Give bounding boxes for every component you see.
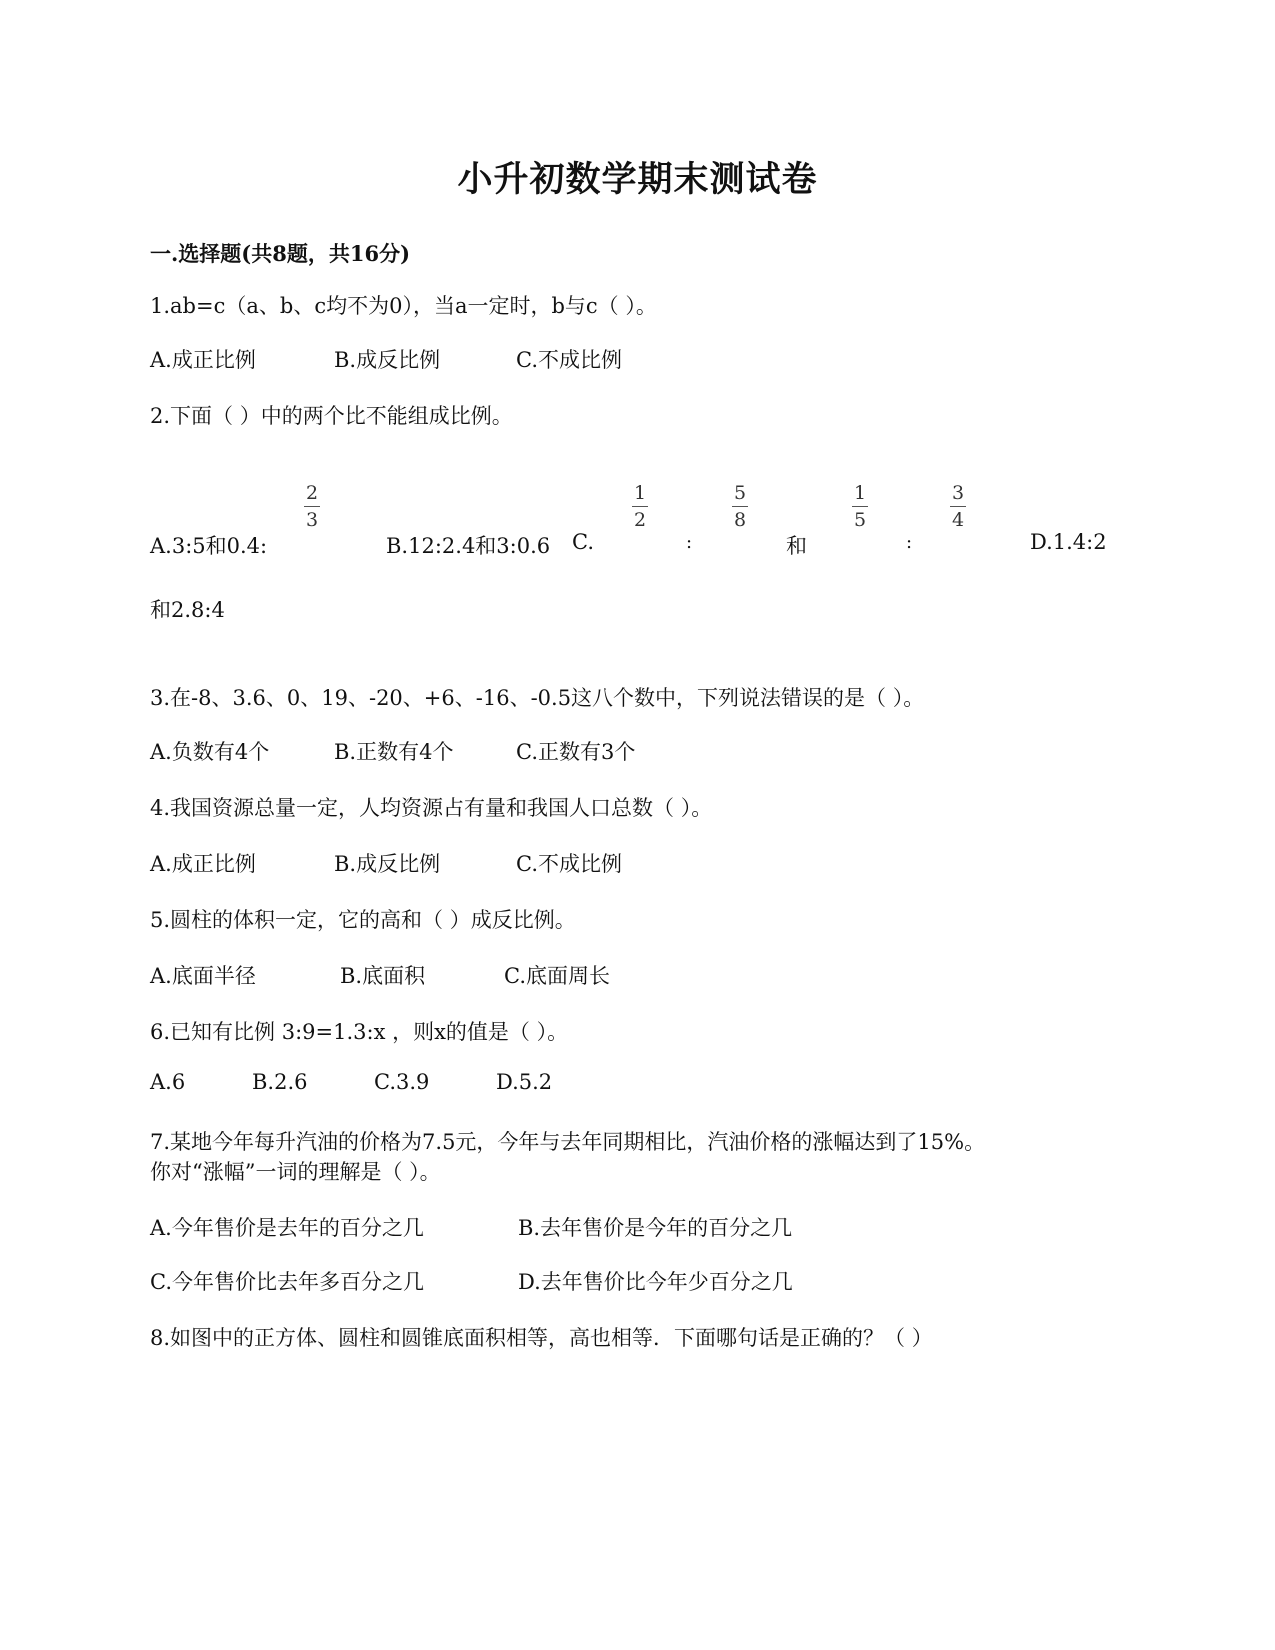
q6-option-b: B.2.6: [252, 1070, 308, 1094]
q4-option-b: B.成反比例: [334, 852, 441, 876]
fraction-numerator: 1: [633, 482, 647, 504]
fraction-bar: [732, 506, 748, 507]
question-4: 4.我国资源总量一定，人均资源占有量和我国人口总数（ ）。: [150, 796, 713, 820]
q7-option-b: B.去年售价是今年的百分之几: [518, 1216, 793, 1240]
q1-option-b: B.成反比例: [334, 348, 441, 372]
q2-option-c: C.: [572, 530, 594, 554]
fraction-denominator: 4: [951, 509, 965, 531]
q1-option-a: A.成正比例: [150, 348, 256, 372]
question-6: 6.已知有比例 3:9=1.3:x ，则x的值是（ ）。: [150, 1020, 569, 1044]
question-8: 8.如图中的正方体、圆柱和圆锥底面积相等，高也相等．下面哪句话是正确的？（ ）: [150, 1326, 933, 1350]
q3-option-a: A.负数有4个: [150, 740, 270, 764]
fraction-numerator: 3: [951, 482, 965, 504]
ratio-colon: :: [686, 532, 693, 553]
q2-and: 和: [786, 534, 807, 558]
page-title: 小升初数学期末测试卷: [457, 159, 818, 200]
q4-option-c: C.不成比例: [516, 852, 622, 876]
section-heading: 一.选择题(共8题，共16分): [150, 241, 411, 266]
q2-fraction-c1: [632, 482, 648, 531]
q3-option-c: C.正数有3个: [516, 740, 636, 764]
question-7-continued: 你对“涨幅”一词的理解是（ ）。: [150, 1160, 441, 1184]
q2-option-d-continued: 和2.8:4: [150, 598, 225, 622]
fraction-bar: [632, 506, 648, 507]
q2-fraction-a: [304, 482, 320, 531]
fraction-bar: [852, 506, 868, 507]
q5-option-a: A.底面半径: [150, 964, 256, 988]
fraction-bar: [304, 506, 320, 507]
q2-fraction-c4: [950, 482, 966, 531]
question-3: 3.在-8、3.6、0、19、-20、+6、-16、-0.5这八个数中，下列说法错误的是（ ）。: [150, 686, 925, 710]
fraction-denominator: 2: [633, 509, 647, 531]
q2-option-b: B.12:2.4和3:0.6: [386, 534, 551, 558]
q5-option-b: B.底面积: [340, 964, 426, 988]
q6-option-a: A.6: [150, 1070, 186, 1094]
question-2: 2.下面（ ）中的两个比不能组成比例。: [150, 404, 513, 428]
q2-option-d: D.1.4:2: [1030, 530, 1107, 554]
q7-option-a: A.今年售价是去年的百分之几: [150, 1216, 424, 1240]
fraction-numerator: 2: [305, 482, 319, 504]
fraction-denominator: 5: [853, 509, 867, 531]
ratio-colon: :: [906, 532, 913, 553]
q5-option-c: C.底面周长: [504, 964, 610, 988]
question-5: 5.圆柱的体积一定，它的高和（ ）成反比例。: [150, 908, 576, 932]
q7-option-c: C.今年售价比去年多百分之几: [150, 1270, 424, 1294]
question-1: 1.ab=c（a、b、c均不为0），当a一定时，b与c（ ）。: [150, 294, 657, 318]
fraction-numerator: 1: [853, 482, 867, 504]
q3-option-b: B.正数有4个: [334, 740, 454, 764]
q2-fraction-c2: [732, 482, 748, 531]
fraction-numerator: 5: [733, 482, 747, 504]
q6-option-c: C.3.9: [374, 1070, 430, 1094]
question-7: 7.某地今年每升汽油的价格为7.5元，今年与去年同期相比，汽油价格的涨幅达到了15%。: [150, 1130, 986, 1154]
q7-option-d: D.去年售价比今年少百分之几: [518, 1270, 793, 1294]
q6-option-d: D.5.2: [496, 1070, 553, 1094]
fraction-denominator: 8: [733, 509, 747, 531]
fraction-denominator: 3: [305, 509, 319, 531]
q2-fraction-c3: [852, 482, 868, 531]
q1-option-c: C.不成比例: [516, 348, 622, 372]
fraction-bar: [950, 506, 966, 507]
q2-option-a: A.3:5和0.4:: [150, 534, 268, 558]
q4-option-a: A.成正比例: [150, 852, 256, 876]
